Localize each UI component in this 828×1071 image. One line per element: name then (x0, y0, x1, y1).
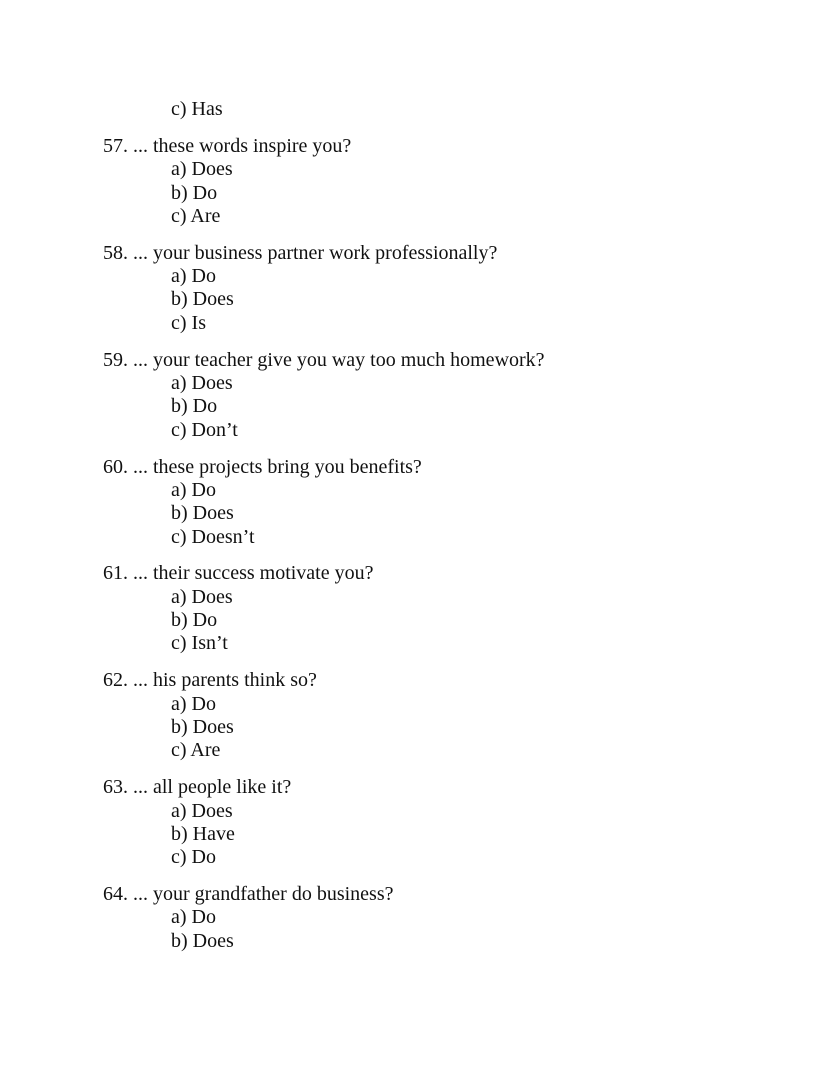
question-line (0, 776, 828, 799)
question-line (0, 242, 828, 265)
answer-option: a) Do (171, 692, 216, 715)
answer-option: b) Do (171, 181, 218, 204)
question-text: ... these words inspire you? (133, 134, 352, 157)
question-number: 61. (103, 562, 128, 585)
question-number: 64. (103, 883, 128, 906)
answer-option: c) Has (171, 98, 223, 120)
question-number: 58. (103, 241, 128, 264)
question-line (0, 669, 828, 692)
answer-option: b) Do (171, 609, 218, 632)
question-line (0, 562, 828, 585)
answer-option: b) Does (171, 502, 234, 525)
document-page (0, 98, 828, 953)
question-text: ... these projects bring you benefits? (133, 455, 422, 478)
answer-option: a) Do (171, 478, 216, 501)
question-text: ... all people like it? (133, 776, 292, 799)
answer-option: c) Don’t (171, 418, 238, 441)
question-item (0, 562, 828, 655)
answer-option: b) Does (171, 288, 234, 311)
answer-option: c) Are (171, 204, 221, 227)
question-text: ... their success motivate you? (133, 562, 374, 585)
answer-option: b) Have (171, 822, 235, 845)
answer-option: c) Do (171, 846, 216, 869)
answer-option: c) Doesn’t (171, 525, 255, 548)
answer-option: a) Do (171, 906, 216, 929)
answer-option: b) Does (171, 929, 234, 952)
question-number: 63. (103, 776, 128, 799)
answer-option: c) Isn’t (171, 632, 228, 655)
question-line (0, 883, 828, 906)
question-item (0, 242, 828, 335)
question-number: 57. (103, 134, 128, 157)
answer-option: c) Is (171, 311, 206, 334)
question-line (0, 456, 828, 479)
question-item (0, 776, 828, 869)
answer-option: c) Are (171, 739, 221, 762)
answer-option: a) Does (171, 158, 233, 181)
question-line (0, 135, 828, 158)
question-text: ... your teacher give you way too much homework? (133, 348, 545, 371)
answer-option: a) Does (171, 799, 233, 822)
question-text: ... your business partner work professionally? (133, 241, 498, 264)
question-item (0, 135, 828, 228)
question-line (0, 349, 828, 372)
question-number: 62. (103, 669, 128, 692)
question-item (0, 883, 828, 953)
answer-option: b) Does (171, 715, 234, 738)
question-item (0, 669, 828, 762)
question-number: 60. (103, 455, 128, 478)
question-text: ... your grandfather do business? (133, 883, 394, 906)
answer-option: a) Does (171, 585, 233, 608)
answer-option: a) Do (171, 265, 216, 288)
question-item (0, 456, 828, 549)
question-text: ... his parents think so? (133, 669, 317, 692)
question-item (0, 349, 828, 442)
answer-option: b) Do (171, 395, 218, 418)
question-number: 59. (103, 348, 128, 371)
answer-option: a) Does (171, 372, 233, 395)
